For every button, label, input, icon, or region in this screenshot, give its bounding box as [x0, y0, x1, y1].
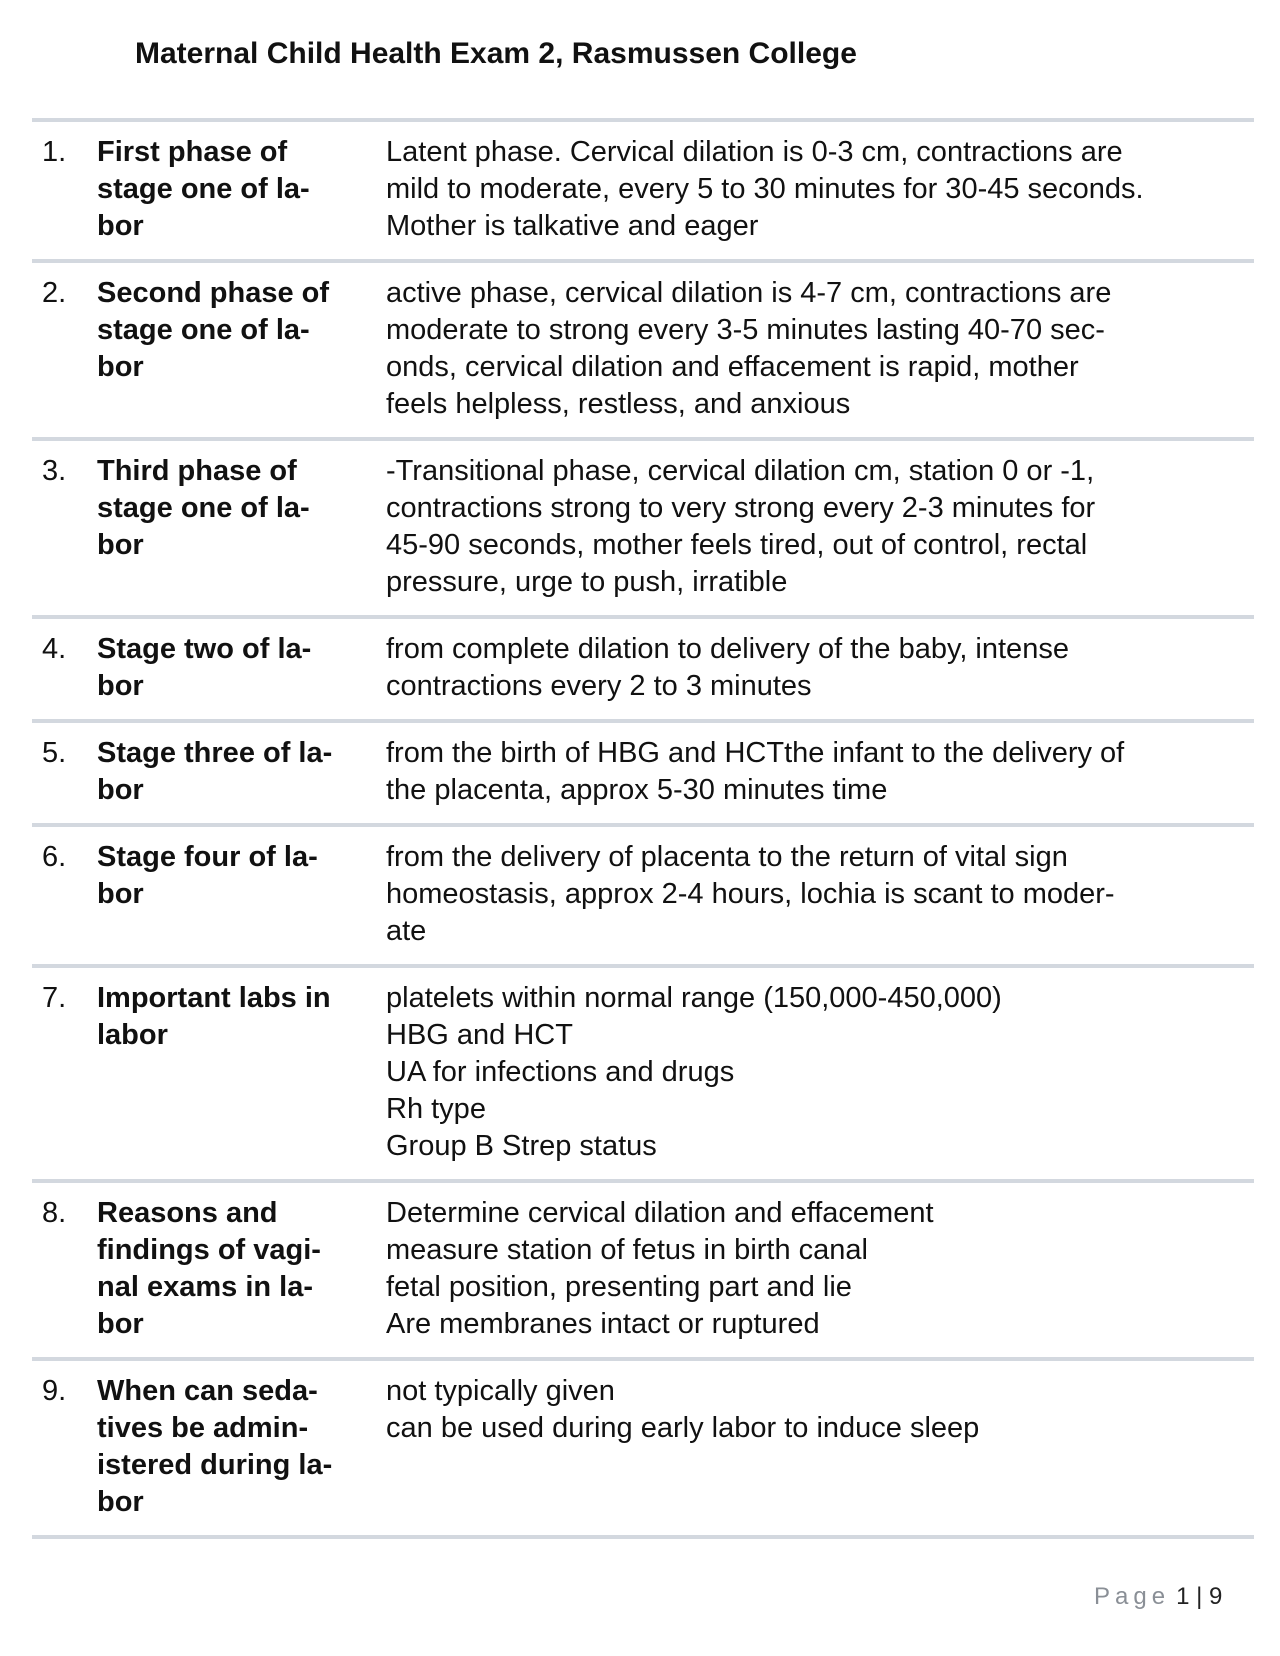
- definition-line: ate: [386, 915, 427, 947]
- definition-line: -Transitional phase, cervical dilation cm, station 0 or -1,: [386, 455, 1095, 487]
- term-line: Stage two of la-: [97, 633, 312, 665]
- definition-line: contractions every 2 to 3 minutes: [386, 670, 812, 702]
- card-term: [97, 134, 383, 245]
- document-title: Maternal Child Health Exam 2, Rasmussen College: [135, 37, 857, 70]
- definition-line: platelets within normal range (150,000-450,000): [386, 982, 1002, 1014]
- term-line: istered during la-: [97, 1449, 333, 1481]
- definition-line: moderate to strong every 3-5 minutes lasting 40-70 sec-: [386, 314, 1105, 346]
- term-line: nal exams in la-: [97, 1271, 313, 1303]
- page-footer: [1094, 1582, 1222, 1612]
- term-line: Third phase of: [97, 455, 297, 487]
- definition-line: pressure, urge to push, irratible: [386, 566, 788, 598]
- term-line: Stage three of la-: [97, 737, 333, 769]
- term-line: bor: [97, 774, 144, 806]
- term-line: bor: [97, 351, 144, 383]
- definition-line: Rh type: [386, 1093, 486, 1125]
- term-line: First phase of: [97, 136, 288, 168]
- definition-line: Determine cervical dilation and effacement: [386, 1197, 934, 1229]
- term-line: stage one of la-: [97, 492, 310, 524]
- term-line: findings of vagi-: [97, 1234, 321, 1266]
- term-line: bor: [97, 1486, 144, 1518]
- card-definition: [383, 1373, 1254, 1447]
- card-row: [32, 1183, 1254, 1357]
- definition-line: measure station of fetus in birth canal: [386, 1234, 868, 1266]
- card-row: [32, 263, 1254, 437]
- definition-line: UA for infections and drugs: [386, 1056, 735, 1088]
- card-definition: [383, 735, 1254, 809]
- card-number: 2.: [42, 277, 67, 309]
- term-line: Second phase of: [97, 277, 330, 309]
- card-term: [97, 453, 383, 564]
- definition-line: Group B Strep status: [386, 1130, 657, 1162]
- definition-line: can be used during early labor to induce sleep: [386, 1412, 980, 1444]
- card-number: 5.: [42, 737, 67, 769]
- card-row: [32, 827, 1254, 964]
- card-number: 9.: [42, 1375, 67, 1407]
- definition-line: mild to moderate, every 5 to 30 minutes for 30-45 seconds.: [386, 173, 1144, 205]
- page-total: 9: [1209, 1583, 1223, 1610]
- definition-line: not typically given: [386, 1375, 615, 1407]
- card-term: [97, 1195, 383, 1343]
- definition-line: Are membranes intact or ruptured: [386, 1308, 820, 1340]
- term-line: Reasons and: [97, 1197, 278, 1229]
- definition-line: from complete dilation to delivery of the baby, intense: [386, 633, 1069, 665]
- card-definition: [383, 453, 1254, 601]
- page-number: 1: [1176, 1583, 1190, 1610]
- term-line: stage one of la-: [97, 173, 310, 205]
- definition-line: from the birth of HBG and HCTthe infant to the delivery of: [386, 737, 1125, 769]
- row-divider: [32, 1535, 1254, 1539]
- card-number: 7.: [42, 982, 67, 1014]
- definition-line: contractions strong to very strong every 2-3 minutes for: [386, 492, 1096, 524]
- card-term: [97, 275, 383, 386]
- definition-line: Mother is talkative and eager: [386, 210, 759, 242]
- card-definition: [383, 275, 1254, 423]
- term-line: bor: [97, 670, 144, 702]
- term-line: bor: [97, 1308, 144, 1340]
- card-number: 1.: [42, 136, 67, 168]
- card-term: [97, 839, 383, 913]
- definition-line: homeostasis, approx 2-4 hours, lochia is scant to moder-: [386, 878, 1115, 910]
- card-row: [32, 1361, 1254, 1535]
- card-row: [32, 619, 1254, 719]
- card-row: [32, 723, 1254, 823]
- card-number: 3.: [42, 455, 67, 487]
- flashcard-table: [32, 118, 1254, 1539]
- definition-line: onds, cervical dilation and effacement is rapid, mother: [386, 351, 1079, 383]
- term-line: stage one of la-: [97, 314, 310, 346]
- definition-line: Latent phase. Cervical dilation is 0-3 cm, contractions are: [386, 136, 1123, 168]
- definition-line: the placenta, approx 5-30 minutes time: [386, 774, 888, 806]
- page-separator: |: [1196, 1583, 1203, 1610]
- card-row: [32, 968, 1254, 1179]
- definition-line: active phase, cervical dilation is 4-7 cm, contractions are: [386, 277, 1112, 309]
- card-term: [97, 1373, 383, 1521]
- card-term: [97, 631, 383, 705]
- term-line: When can seda-: [97, 1375, 318, 1407]
- card-term: [97, 980, 383, 1054]
- card-number: 6.: [42, 841, 67, 873]
- term-line: tives be admin-: [97, 1412, 309, 1444]
- definition-line: feels helpless, restless, and anxious: [386, 388, 851, 420]
- card-definition: [383, 1195, 1254, 1343]
- card-term: [97, 735, 383, 809]
- card-definition: [383, 134, 1254, 245]
- card-number: 8.: [42, 1197, 67, 1229]
- card-row: [32, 122, 1254, 259]
- definition-line: from the delivery of placenta to the return of vital sign: [386, 841, 1068, 873]
- page-label: Page: [1094, 1583, 1171, 1610]
- term-line: Stage four of la-: [97, 841, 318, 873]
- card-definition: [383, 839, 1254, 950]
- card-number: 4.: [42, 633, 67, 665]
- term-line: bor: [97, 210, 144, 242]
- definition-line: fetal position, presenting part and lie: [386, 1271, 852, 1303]
- definition-line: HBG and HCT: [386, 1019, 573, 1051]
- card-row: [32, 441, 1254, 615]
- term-line: bor: [97, 529, 144, 561]
- term-line: Important labs in: [97, 982, 331, 1014]
- card-definition: [383, 631, 1254, 705]
- card-definition: [383, 980, 1254, 1165]
- definition-line: 45-90 seconds, mother feels tired, out of control, rectal: [386, 529, 1088, 561]
- term-line: bor: [97, 878, 144, 910]
- term-line: labor: [97, 1019, 168, 1051]
